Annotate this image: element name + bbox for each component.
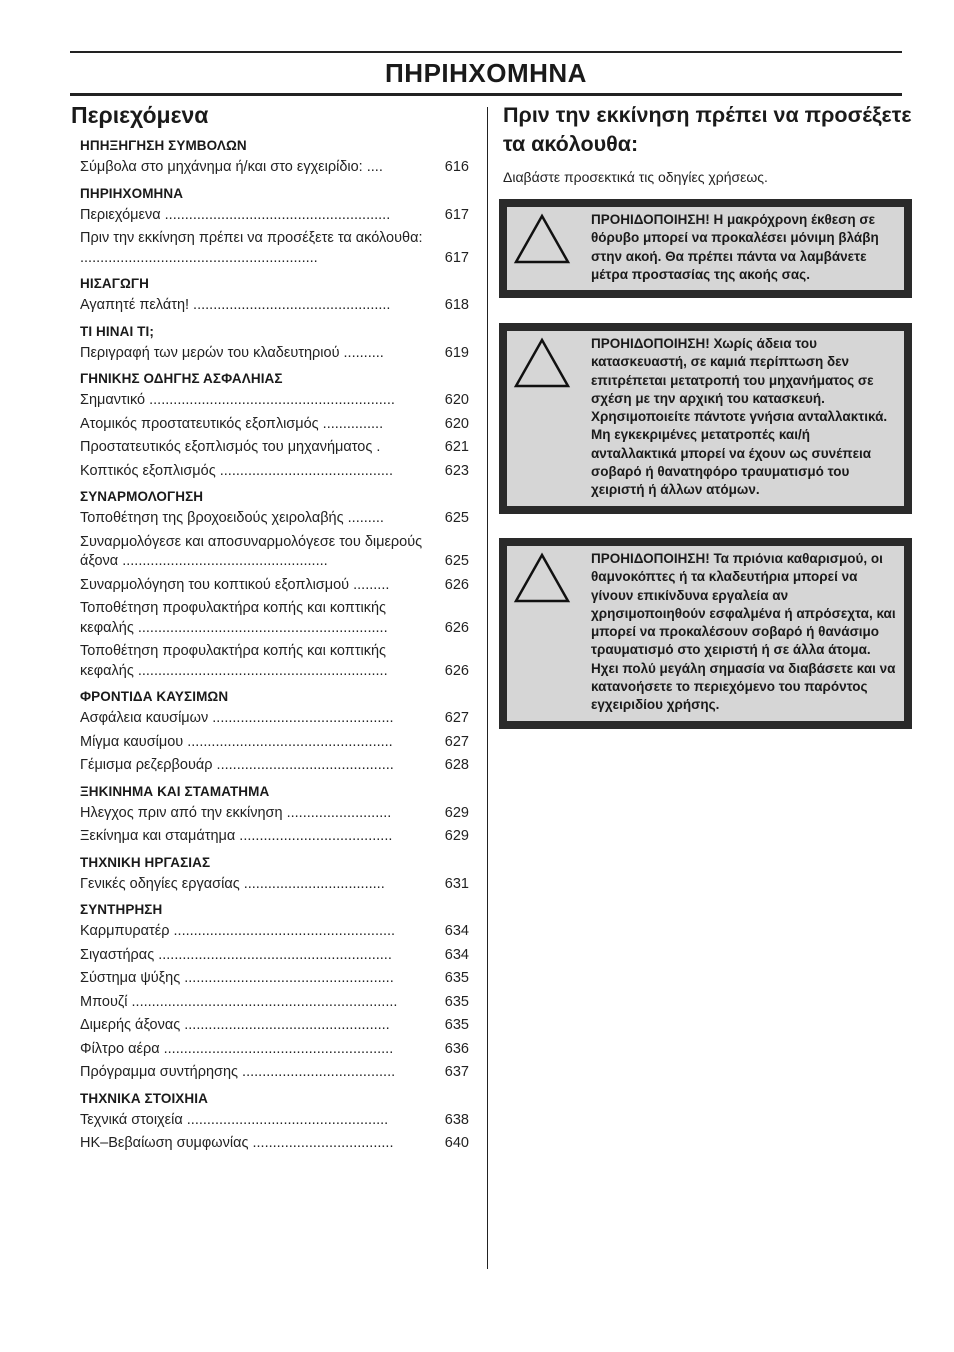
toc-entry-text: Πριν την εκκίνηση πρέπει να προσέξετε τα ακόλουθα: ........................................................... <box>80 230 423 266</box>
toc-entry-page: 623 <box>444 462 469 479</box>
toc-entry <box>80 969 469 989</box>
toc-entry <box>80 1063 469 1083</box>
toc-entry-page: 637 <box>444 1064 469 1080</box>
warning-text: ΠΡΟΗΙΔΟΠΟΙΗΣΗ! Η μακρόχρονη έκθεση σε θόρυβο μπορεί να προκαλέσει μόνιμη βλάβη στην ακοή. Θα πρέπει πάντα να λαμβάνετε μέτρα προστασίας της ακοής σας. <box>591 212 879 282</box>
toc-entry <box>80 1111 469 1131</box>
toc-entry <box>80 599 469 638</box>
toc-section-title: ΦΡΟΝΤΙΔΑ ΚΑΥΣΙΜΩΝ <box>80 689 229 704</box>
toc-entry-text: Ασφάλεια καυσίμων ............................................. <box>80 710 394 726</box>
toc-entry-text: Σημαντικό ............................................................. <box>80 392 395 408</box>
toc-entry-text: Μπουζί .................................................................. <box>80 993 398 1010</box>
toc-entry-page: 629 <box>444 804 469 821</box>
toc-entry-page: 627 <box>444 710 469 726</box>
header-rule-top <box>70 51 902 53</box>
toc-entry-text: Αγαπητέ πελάτη! ................................................. <box>80 297 391 313</box>
toc-entry-page: 617 <box>444 206 469 223</box>
toc-section-title: ΓΗΝΙΚΗΣ ΟΔΗΓΗΣ ΑΣΦΑΛΗΙΑΣ <box>80 371 283 386</box>
toc-entry <box>80 158 469 178</box>
warning-box-dangerous-tools <box>499 538 912 729</box>
toc-section-title: ΤΗΧΝΙΚΑ ΣΤΟΙΧΗΙΑ <box>80 1090 208 1106</box>
toc-entry-text: Μίγμα καυσίμου ................................................... <box>80 733 393 750</box>
toc-entry <box>80 1134 469 1154</box>
warning-text: ΠΡΟΗΙΔΟΠΟΙΗΣΗ! Χωρίς άδεια του κατασκευαστή, σε καμιά περίπτωση δεν επιτρέπεται μετατροπή του μηχανήματος σε σχέση με την αρχική του κατασκευή. Χρησιμοποιείτε πάντοτε γνήσια ανταλλακτικά. Μη εγκεκριμένες μετατροπές και/ή ανταλλακτικά μπορεί να έχουν ως συνέπεια σοβαρό ή θανατηφόρο τραυματισμό του χειριστή ή άλλων ατόμων. <box>591 336 888 498</box>
toc-entry-page: 625 <box>444 510 469 526</box>
toc-entry-text: Περιεχόμενα ........................................................ <box>80 206 391 223</box>
toc-entry-text: Ξεκίνημα και σταμάτημα ...................................... <box>80 828 393 844</box>
toc-entry-text: Καρμπυρατέρ ....................................................... <box>80 923 396 939</box>
toc-entry-page: 631 <box>444 875 469 892</box>
toc-entry-text: Τοποθέτηση προφυλακτήρα κοπής και κοπτικής κεφαλής .............................................................. <box>80 643 388 679</box>
toc-entry <box>80 391 469 411</box>
toc-entry-text: Σιγαστήρας .......................................................... <box>80 946 392 963</box>
toc-heading: Περιεχόμενα <box>71 102 209 128</box>
toc-entry <box>80 922 469 942</box>
toc-entry-text: Φίλτρο αέρα ......................................................... <box>80 1040 394 1057</box>
toc-entry <box>80 344 469 364</box>
toc-entry-page: 626 <box>444 662 469 679</box>
toc-entry-page: 628 <box>444 757 469 773</box>
toc-entry-page: 618 <box>444 297 469 313</box>
table-of-contents <box>71 101 469 1154</box>
intro-text: Διαβάστε προσεκτικά τις οδηγίες χρήσεως. <box>503 169 768 185</box>
toc-entry-text: Συναρμολόγεσε και αποσυναρμολόγεσε του διμερούς άξονα ................................................... <box>80 533 423 569</box>
toc-entry <box>80 804 469 824</box>
toc-entry <box>80 709 469 729</box>
toc-entry-text: Προστατευτικός εξοπλισμός του μηχανήματος . <box>80 439 381 455</box>
toc-section-title: ΠΗΡΙΗΧΟΜΗΝΑ <box>80 185 184 201</box>
toc-entry <box>80 462 469 482</box>
toc-entry <box>80 827 469 847</box>
toc-entry-page: 626 <box>444 576 469 593</box>
pre-start-section <box>503 101 912 186</box>
toc-entry-page: 635 <box>444 970 469 986</box>
page-title: ΠΗΡΙΗΧΟΜΗΝΑ <box>385 58 587 88</box>
toc-entry-text: Διμερής άξονας ................................................... <box>80 1017 390 1033</box>
toc-entry-text: Τεχνικά στοιχεία .................................................. <box>80 1111 389 1128</box>
toc-entry-page: 635 <box>444 1017 469 1033</box>
toc-section-title: ΣΥΝΑΡΜΟΛΟΓΗΣΗ <box>80 489 204 504</box>
toc-entry <box>80 206 469 226</box>
toc-entry-page: 625 <box>444 553 469 569</box>
toc-list <box>71 137 469 1154</box>
toc-entry-text: Τοποθέτηση προφυλακτήρα κοπής και κοπτικής κεφαλής .............................................................. <box>80 600 388 636</box>
warning-triangle-icon <box>513 550 587 715</box>
toc-entry-page: 617 <box>444 249 469 266</box>
toc-entry-page: 619 <box>444 344 469 361</box>
toc-section-title: ΣΥΝΤΗΡΗΣΗ <box>80 902 163 917</box>
toc-entry-text: Συναρμολόγηση του κοπτικού εξοπλισμού ......... <box>80 576 390 593</box>
warning-triangle-icon <box>513 211 587 284</box>
toc-entry-page: 634 <box>444 923 469 939</box>
toc-entry-text: Γέμισμα ρεζερβουάρ ............................................ <box>80 757 394 773</box>
toc-entry <box>80 415 469 435</box>
toc-entry-page: 626 <box>444 619 469 636</box>
toc-entry-page: 620 <box>444 415 469 432</box>
toc-entry-text: Πρόγραμμα συντήρησης ...................................... <box>80 1064 396 1080</box>
toc-entry-text: Ηλεγχος πριν από την εκκίνηση .......................... <box>80 804 392 821</box>
toc-entry-text: Σύμβολα στο μηχάνημα ή/και στο εγχειρίδιο: .... <box>80 159 383 175</box>
toc-entry-page: 620 <box>444 392 469 408</box>
toc-entry-text: ΗΚ–Βεβαίωση συμφωνίας ................................... <box>80 1135 394 1151</box>
toc-section-title: ΤΗΧΝΙΚΗ ΗΡΓΑΣΙΑΣ <box>80 854 211 870</box>
toc-entry-text: Γενικές οδηγίες εργασίας ................................... <box>80 875 385 892</box>
toc-entry <box>80 946 469 966</box>
warning-box-modifications <box>499 323 912 514</box>
toc-entry <box>80 642 469 681</box>
toc-section-title: ΤΙ ΗΙΝΑΙ ΤΙ; <box>80 323 154 339</box>
toc-entry-text: Ατομικός προστατευτικός εξοπλισμός ............... <box>80 415 384 432</box>
toc-entry-page: 635 <box>444 993 469 1010</box>
column-divider <box>487 107 488 1269</box>
toc-entry <box>80 229 469 268</box>
toc-entry-page: 616 <box>444 159 469 175</box>
warning-text: ΠΡΟΗΙΔΟΠΟΙΗΣΗ! Τα πριόνια καθαρισμού, οι θαμνοκόπτες ή τα κλαδευτήρια μπορεί να γίνουν επικίνδυνα εργαλεία αν χρησιμοποιηθούν εσφαλμένα ή απρόσεχτα, και μπορεί να προκαλέσουν σοβαρό ή θανάσιμο τραυματισμό στο χειριστή ή σε άλλα άτομα. Ηχει πολύ μεγάλη σημασία να διαβάσετε και να κατανοήσετε το περιεχόμενο του παρόντος εγχειριδίου χρήσης. <box>591 551 896 713</box>
toc-entry-text: Κοπτικός εξοπλισμός ........................................... <box>80 462 393 479</box>
warning-box-hearing <box>499 199 912 298</box>
toc-entry-page: 640 <box>444 1135 469 1151</box>
toc-section-title: ΗΙΣΑΓΩΓΗ <box>80 276 149 291</box>
toc-entry-page: 634 <box>444 946 469 963</box>
toc-entry-page: 638 <box>444 1111 469 1128</box>
toc-section-title: ΗΠΗΞΗΓΗΣΗ ΣΥΜΒΟΛΩΝ <box>80 138 247 153</box>
pre-start-heading: Πριν την εκκίνηση πρέπει να προσέξετε τα ακόλουθα: <box>503 103 912 156</box>
toc-entry-page: 636 <box>444 1040 469 1057</box>
toc-entry <box>80 756 469 776</box>
toc-entry-page: 621 <box>444 439 469 455</box>
toc-entry <box>80 576 469 596</box>
toc-entry <box>80 1016 469 1036</box>
toc-entry-text: Σύστημα ψύξης .................................................... <box>80 970 394 986</box>
toc-entry <box>80 733 469 753</box>
toc-entry <box>80 296 469 316</box>
toc-entry <box>80 509 469 529</box>
toc-entry <box>80 438 469 458</box>
toc-entry <box>80 993 469 1013</box>
toc-entry <box>80 1040 469 1060</box>
toc-entry-page: 629 <box>444 828 469 844</box>
warning-triangle-icon <box>513 335 587 500</box>
toc-entry-page: 627 <box>444 733 469 750</box>
toc-entry-text: Περιγραφή των μερών του κλαδευτηριού .......... <box>80 344 384 361</box>
toc-entry <box>80 533 469 572</box>
header-rule-bottom <box>70 93 902 96</box>
toc-entry <box>80 875 469 895</box>
toc-entry-text: Τοποθέτηση της βροχοειδούς χειρολαβής ......... <box>80 510 384 526</box>
toc-section-title: ΞΗΚΙΝΗΜΑ ΚΑΙ ΣΤΑΜΑΤΗΜΑ <box>80 783 270 799</box>
